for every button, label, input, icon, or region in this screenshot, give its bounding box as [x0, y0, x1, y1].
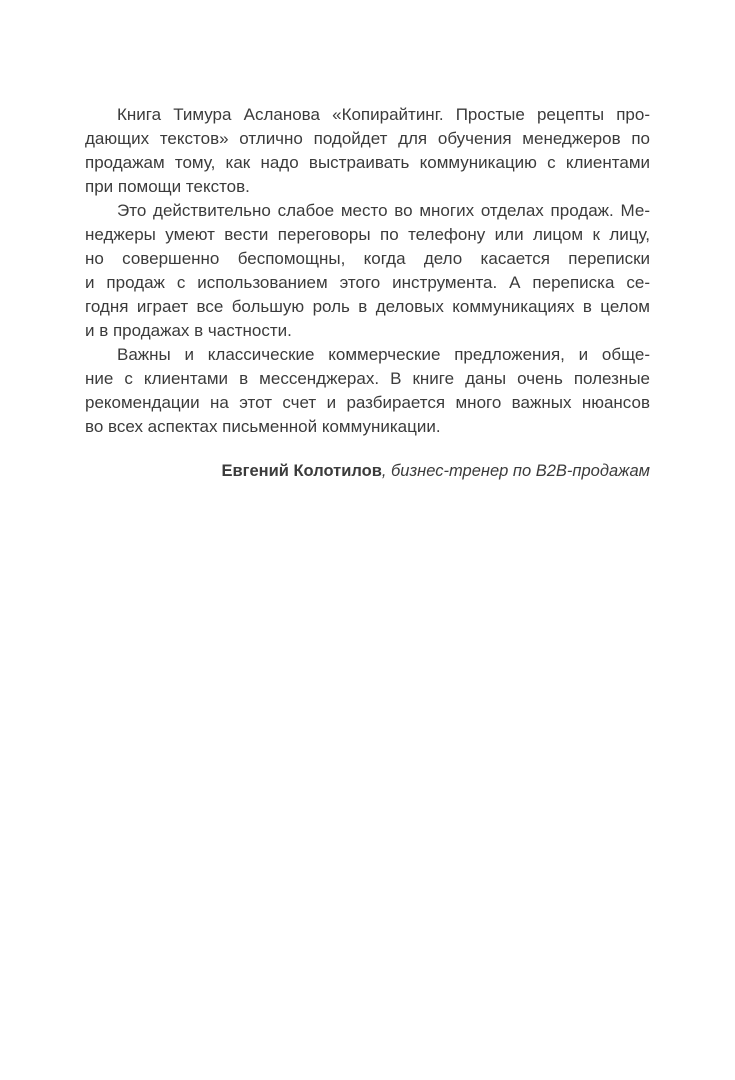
attribution-line: [85, 459, 650, 483]
attribution-name: Евгений Колотилов: [221, 462, 382, 480]
text-line: продажам тому, как надо выстраивать коммуникацию с клиентами: [85, 153, 650, 172]
text-block: [85, 103, 650, 483]
text-line: рекомендации на этот счет и разбирается много важных нюансов: [85, 393, 650, 412]
text-line: при помощи текстов.: [85, 177, 250, 196]
text-line: Книга Тимура Асланова «Копирайтинг. Простые рецепты про-: [117, 105, 650, 124]
text-line: дающих текстов» отлично подойдет для обучения менеджеров по: [85, 129, 650, 148]
text-line: во всех аспектах письменной коммуникации.: [85, 417, 441, 436]
text-line: годня играет все большую роль в деловых коммуникациях в целом: [85, 297, 650, 316]
text-line: и в продажах в частности.: [85, 321, 292, 340]
text-line: ние с клиентами в мессенджерах. В книге даны очень полезные: [85, 369, 650, 388]
text-line: и продаж с использованием этого инструмента. А переписка се-: [85, 273, 650, 292]
paragraph: [85, 343, 650, 439]
attribution-role: , бизнес-тренер по B2B-продажам: [381, 462, 650, 480]
text-line: Важны и классические коммерческие предложения, и обще-: [117, 345, 650, 364]
paragraph: [85, 103, 650, 199]
text-line: Это действительно слабое место во многих отделах продаж. Ме-: [117, 201, 650, 220]
paragraph: [85, 199, 650, 343]
text-line: неджеры умеют вести переговоры по телефону или лицом к лицу,: [85, 225, 650, 244]
text-line: но совершенно беспомощны, когда дело касается переписки: [85, 249, 650, 268]
